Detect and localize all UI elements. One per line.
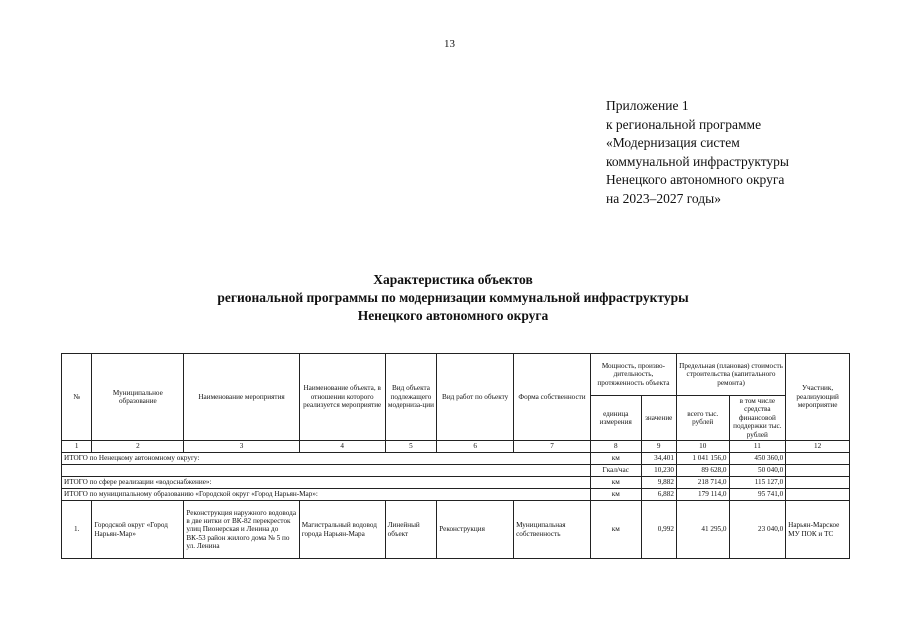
appendix-line: «Модернизация систем [606, 135, 740, 150]
total-cost: 218 714,0 [676, 477, 729, 489]
row-unit: км [590, 501, 641, 559]
total-unit: км [590, 453, 641, 465]
row-participant: Нарьян-Марское МУ ПОК и ТС [786, 501, 850, 559]
appendix-note [606, 97, 789, 208]
row-ownership: Муниципальная собственность [514, 501, 591, 559]
total-cost: 1 041 156,0 [676, 453, 729, 465]
row-value: 0,992 [641, 501, 676, 559]
total-value: 6,882 [641, 489, 676, 501]
title-line: региональной программы по модернизации коммунальной инфраструктуры [217, 290, 689, 305]
title-line: Характеристика объектов [373, 272, 533, 287]
total-unit: Гкал/час [590, 465, 641, 477]
row-support: 23 040,0 [729, 501, 786, 559]
col-number: 2 [92, 441, 184, 453]
total-row [62, 477, 850, 489]
appendix-line: коммунальной инфраструктуры [606, 153, 789, 169]
col-number: 8 [590, 441, 641, 453]
objects-table [61, 353, 850, 559]
total-label: ИТОГО по Ненецкому автономному округу: [62, 453, 591, 465]
total-participant [786, 453, 850, 465]
header-cost: Предельная (плановая) стоимость строительства (капитального ремонта) [676, 354, 785, 396]
page-number: 13 [444, 38, 455, 50]
col-number: 4 [299, 441, 385, 453]
total-row [62, 465, 850, 477]
header-no: № [62, 354, 92, 441]
header-event: Наименование мероприятия [184, 354, 299, 441]
header-participant: Участник, реализующий мероприятие [786, 354, 850, 441]
row-total: 41 295,0 [676, 501, 729, 559]
header-incl: в том числе средства финансовой поддержки тыс. рублей [729, 396, 786, 441]
total-participant [786, 489, 850, 501]
total-row [62, 453, 850, 465]
col-number: 3 [184, 441, 299, 453]
header-object: Наименование объекта, в отношении которого реализуется мероприятие [299, 354, 385, 441]
col-number: 12 [786, 441, 850, 453]
total-unit: км [590, 477, 641, 489]
total-row [62, 489, 850, 501]
col-number: 1 [62, 441, 92, 453]
row-municipality: Городской округ «Город Нарьян-Мар» [92, 501, 184, 559]
header-unit: единица измерения [590, 396, 641, 441]
total-label [62, 465, 591, 477]
document-title [0, 271, 906, 325]
header-ownership: Форма собственности [514, 354, 591, 441]
total-support: 50 040,0 [729, 465, 786, 477]
total-participant [786, 465, 850, 477]
row-object: Магистральный водовод города Нарьян-Мара [299, 501, 385, 559]
col-number: 9 [641, 441, 676, 453]
col-number: 10 [676, 441, 729, 453]
title-line: Ненецкого автономного округа [357, 308, 549, 323]
appendix-line: Приложение 1 [606, 98, 689, 113]
row-event: Реконструкция наружного водовода в две нитки от ВК-82 перекресток улиц Пионерская и Ленина до ВК-53 район жилого дома № 5 по ул. Ленина [184, 501, 299, 559]
row-no: 1. [62, 501, 92, 559]
appendix-line: Ненецкого автономного округа [606, 172, 785, 187]
header-value: значение [641, 396, 676, 441]
appendix-line: к региональной программе [606, 116, 762, 132]
total-support: 115 127,0 [729, 477, 786, 489]
total-value: 10,230 [641, 465, 676, 477]
row-works: Реконструкция [437, 501, 514, 559]
table-row [62, 501, 850, 559]
header-total: всего тыс. рублей [676, 396, 729, 441]
row-object-type: Линейный объект [385, 501, 437, 559]
total-support: 95 741,0 [729, 489, 786, 501]
header-capacity: Мощность, произво-дительность, протяженность объекта [590, 354, 676, 396]
total-support: 450 360,0 [729, 453, 786, 465]
total-label: ИТОГО по сфере реализации «водоснабжение»: [62, 477, 591, 489]
col-number: 11 [729, 441, 786, 453]
header-municipality: Муниципальное образование [92, 354, 184, 441]
total-participant [786, 477, 850, 489]
total-unit: км [590, 489, 641, 501]
total-label: ИТОГО по муниципальному образованию «Городской округ «Город Нарьян-Мар»: [62, 489, 591, 501]
total-value: 9,882 [641, 477, 676, 489]
total-cost: 179 114,0 [676, 489, 729, 501]
column-numbers-row [62, 441, 850, 453]
col-number: 6 [437, 441, 514, 453]
header-object-type: Вид объекта подлежащего модерниза-ции [385, 354, 437, 441]
col-number: 5 [385, 441, 437, 453]
col-number: 7 [514, 441, 591, 453]
total-cost: 89 628,0 [676, 465, 729, 477]
total-value: 34,401 [641, 453, 676, 465]
header-works: Вид работ по объекту [437, 354, 514, 441]
appendix-line: на 2023–2027 годы» [606, 190, 721, 206]
